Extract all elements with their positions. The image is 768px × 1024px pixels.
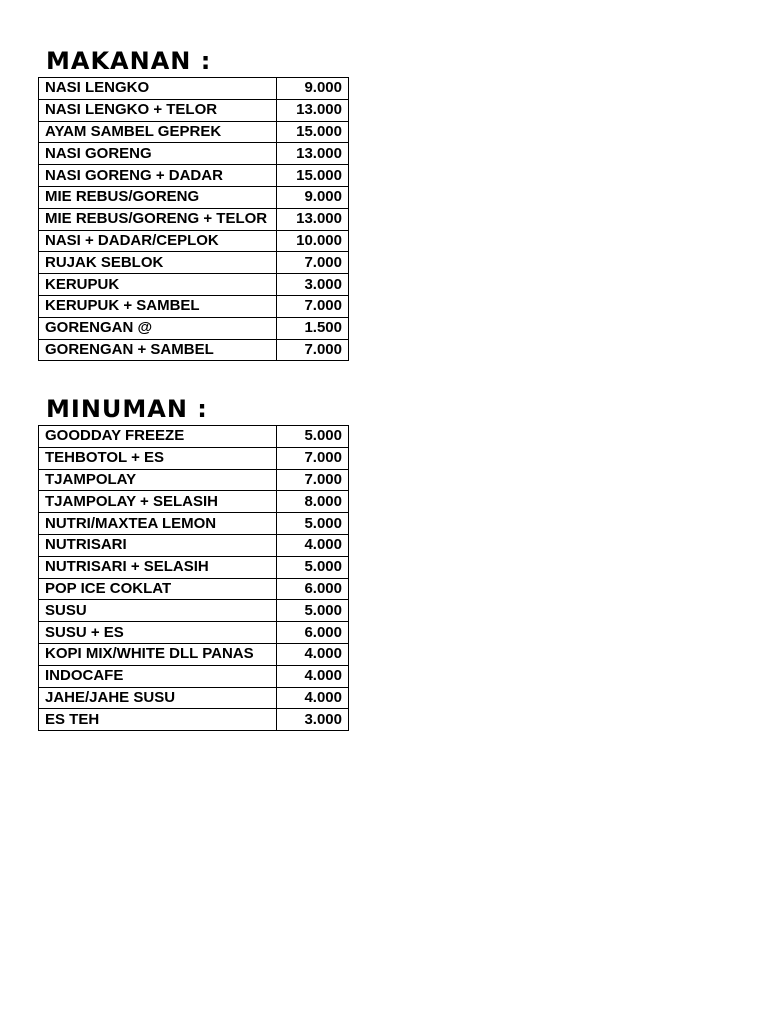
menu-row — [39, 687, 349, 709]
item-price: 8.000 — [277, 491, 349, 513]
item-name: AYAM SAMBEL GEPREK — [39, 121, 277, 143]
menu-row — [39, 600, 349, 622]
item-price: 4.000 — [277, 534, 349, 556]
menu-row — [39, 709, 349, 731]
menu-row — [39, 78, 349, 100]
item-name: SUSU — [39, 600, 277, 622]
item-price: 5.000 — [277, 513, 349, 535]
item-name: TJAMPOLAY — [39, 469, 277, 491]
item-price: 7.000 — [277, 252, 349, 274]
menu-row — [39, 274, 349, 296]
item-name: ES TEH — [39, 709, 277, 731]
menu-row — [39, 513, 349, 535]
item-price: 7.000 — [277, 469, 349, 491]
menu-row — [39, 230, 349, 252]
item-name: INDOCAFE — [39, 665, 277, 687]
item-name: KERUPUK — [39, 274, 277, 296]
item-price: 7.000 — [277, 447, 349, 469]
minuman-section-title: MINUMAN : — [46, 395, 208, 423]
menu-row — [39, 252, 349, 274]
item-name: GOODDAY FREEZE — [39, 426, 277, 448]
item-price: 13.000 — [277, 143, 349, 165]
item-price: 4.000 — [277, 643, 349, 665]
menu-row — [39, 556, 349, 578]
menu-row — [39, 447, 349, 469]
item-price: 15.000 — [277, 165, 349, 187]
menu-row — [39, 426, 349, 448]
item-price: 10.000 — [277, 230, 349, 252]
item-name: NUTRISARI + SELASIH — [39, 556, 277, 578]
menu-row — [39, 643, 349, 665]
item-price: 6.000 — [277, 622, 349, 644]
item-name: NUTRI/MAXTEA LEMON — [39, 513, 277, 535]
menu-row — [39, 622, 349, 644]
item-name: NUTRISARI — [39, 534, 277, 556]
menu-row — [39, 469, 349, 491]
item-price: 7.000 — [277, 295, 349, 317]
item-name: MIE REBUS/GORENG + TELOR — [39, 208, 277, 230]
menu-row — [39, 121, 349, 143]
item-name: GORENGAN + SAMBEL — [39, 339, 277, 361]
item-price: 1.500 — [277, 317, 349, 339]
item-name: TEHBOTOL + ES — [39, 447, 277, 469]
item-name: NASI GORENG + DADAR — [39, 165, 277, 187]
item-price: 5.000 — [277, 556, 349, 578]
menu-row — [39, 491, 349, 513]
item-name: KERUPUK + SAMBEL — [39, 295, 277, 317]
item-price: 5.000 — [277, 600, 349, 622]
menu-row — [39, 339, 349, 361]
item-price: 9.000 — [277, 78, 349, 100]
item-name: NASI LENGKO — [39, 78, 277, 100]
menu-row — [39, 99, 349, 121]
menu-row — [39, 143, 349, 165]
item-name: GORENGAN @ — [39, 317, 277, 339]
menu-row — [39, 186, 349, 208]
menu-row — [39, 317, 349, 339]
menu-row — [39, 165, 349, 187]
item-price: 13.000 — [277, 208, 349, 230]
item-price: 7.000 — [277, 339, 349, 361]
menu-row — [39, 578, 349, 600]
minuman-price-table — [38, 425, 349, 731]
item-name: SUSU + ES — [39, 622, 277, 644]
item-price: 15.000 — [277, 121, 349, 143]
menu-row — [39, 534, 349, 556]
item-name: NASI + DADAR/CEPLOK — [39, 230, 277, 252]
item-price: 9.000 — [277, 186, 349, 208]
menu-row — [39, 665, 349, 687]
item-price: 5.000 — [277, 426, 349, 448]
menu-row — [39, 295, 349, 317]
makanan-section-title: MAKANAN : — [46, 47, 212, 75]
item-price: 3.000 — [277, 274, 349, 296]
item-name: NASI GORENG — [39, 143, 277, 165]
item-price: 13.000 — [277, 99, 349, 121]
item-name: KOPI MIX/WHITE DLL PANAS — [39, 643, 277, 665]
item-name: RUJAK SEBLOK — [39, 252, 277, 274]
item-name: TJAMPOLAY + SELASIH — [39, 491, 277, 513]
item-price: 4.000 — [277, 665, 349, 687]
item-name: JAHE/JAHE SUSU — [39, 687, 277, 709]
menu-row — [39, 208, 349, 230]
item-name: POP ICE COKLAT — [39, 578, 277, 600]
item-price: 6.000 — [277, 578, 349, 600]
makanan-price-table — [38, 77, 349, 361]
item-price: 4.000 — [277, 687, 349, 709]
item-price: 3.000 — [277, 709, 349, 731]
item-name: NASI LENGKO + TELOR — [39, 99, 277, 121]
item-name: MIE REBUS/GORENG — [39, 186, 277, 208]
